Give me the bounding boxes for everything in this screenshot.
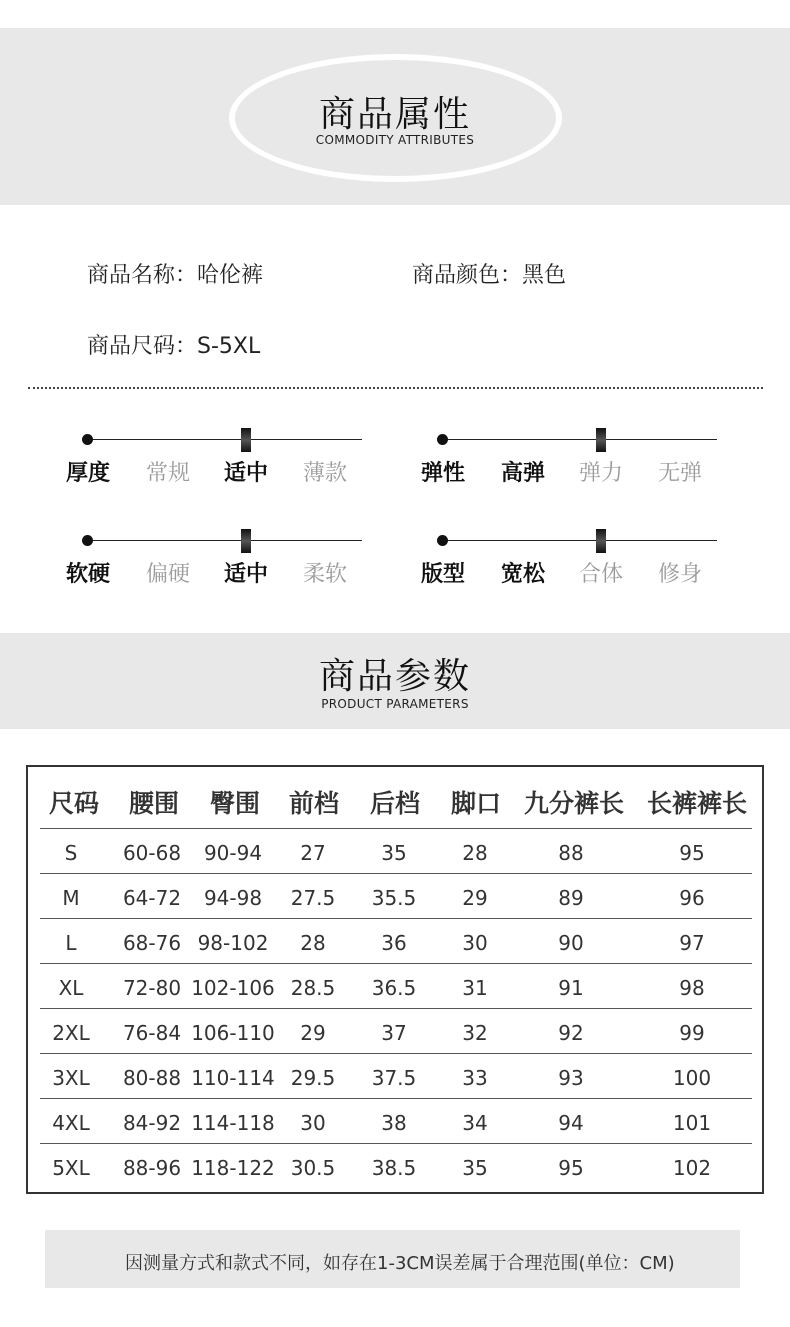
table-cell: 90-94 bbox=[203, 841, 263, 865]
table-cell: 92 bbox=[558, 1021, 584, 1045]
table-cell: 114-118 bbox=[191, 1111, 275, 1135]
attribute-scale bbox=[421, 524, 721, 587]
attribute-scale bbox=[66, 524, 366, 587]
table-cell: 84-92 bbox=[122, 1111, 182, 1135]
table-header-cell: 长裤裤长 bbox=[646, 789, 748, 818]
attribute-option: 适中 bbox=[224, 562, 269, 587]
table-cell: 94 bbox=[558, 1111, 584, 1135]
table-header-cell: 后档 bbox=[369, 789, 421, 818]
table-cell: 29 bbox=[300, 1021, 326, 1045]
attribute-name: 弹性 bbox=[421, 461, 466, 486]
attribute-option: 适中 bbox=[224, 461, 269, 486]
table-cell: 95 bbox=[558, 1156, 584, 1180]
table-cell: 88-96 bbox=[122, 1156, 182, 1180]
measurement-note-box bbox=[45, 1230, 740, 1288]
table-cell: 91 bbox=[558, 976, 584, 1000]
scale-marker bbox=[241, 529, 251, 553]
table-cell: 98-102 bbox=[197, 931, 269, 955]
table-cell: 101 bbox=[672, 1111, 712, 1135]
table-cell: 30 bbox=[462, 931, 488, 955]
scale-start-dot bbox=[82, 434, 93, 445]
scale-marker bbox=[596, 529, 606, 553]
table-cell: 88 bbox=[558, 841, 584, 865]
table-cell: 80-88 bbox=[122, 1066, 182, 1090]
table-cell: 95 bbox=[679, 841, 705, 865]
table-cell: 37 bbox=[381, 1021, 407, 1045]
attribute-name: 软硬 bbox=[66, 562, 111, 587]
table-cell: 28.5 bbox=[290, 976, 336, 1000]
table-row bbox=[40, 873, 752, 918]
table-cell: 60-68 bbox=[122, 841, 182, 865]
table-cell: 102-106 bbox=[191, 976, 275, 1000]
table-row bbox=[40, 963, 752, 1008]
table-cell: 30 bbox=[300, 1111, 326, 1135]
scale-line bbox=[443, 540, 717, 541]
table-cell: 35 bbox=[381, 841, 407, 865]
attribute-option: 偏硬 bbox=[146, 562, 191, 587]
table-cell: S bbox=[64, 841, 78, 865]
attribute-option: 宽松 bbox=[501, 562, 546, 587]
table-row bbox=[40, 1008, 752, 1053]
table-cell: 4XL bbox=[52, 1111, 90, 1135]
product-size: 商品尺码：S-5XL bbox=[87, 334, 261, 359]
table-cell: 33 bbox=[462, 1066, 488, 1090]
table-header-cell: 尺码 bbox=[48, 789, 100, 818]
table-cell: 35 bbox=[462, 1156, 488, 1180]
attribute-option: 合体 bbox=[579, 562, 624, 587]
attributes-title: 商品属性 bbox=[318, 94, 471, 135]
scale-start-dot bbox=[437, 434, 448, 445]
table-header-cell: 腰围 bbox=[128, 789, 180, 818]
table-cell: 93 bbox=[558, 1066, 584, 1090]
table-cell: 110-114 bbox=[191, 1066, 275, 1090]
table-cell: 32 bbox=[462, 1021, 488, 1045]
table-cell: 5XL bbox=[52, 1156, 90, 1180]
table-row bbox=[40, 1098, 752, 1143]
table-row bbox=[40, 918, 752, 963]
table-cell: 36 bbox=[381, 931, 407, 955]
scale-marker bbox=[596, 428, 606, 452]
table-header-cell: 臀围 bbox=[209, 789, 261, 818]
scale-start-dot bbox=[82, 535, 93, 546]
attribute-name: 版型 bbox=[421, 562, 466, 587]
table-cell: 64-72 bbox=[122, 886, 182, 910]
table-cell: 97 bbox=[679, 931, 705, 955]
table-cell: 2XL bbox=[52, 1021, 90, 1045]
table-cell: 68-76 bbox=[122, 931, 182, 955]
attribute-option: 弹力 bbox=[579, 461, 624, 486]
attribute-option: 无弹 bbox=[658, 461, 703, 486]
table-cell: 90 bbox=[558, 931, 584, 955]
table-row bbox=[40, 1143, 752, 1188]
table-cell: 34 bbox=[462, 1111, 488, 1135]
table-cell: 35.5 bbox=[371, 886, 417, 910]
scale-line bbox=[88, 439, 362, 440]
attribute-option: 常规 bbox=[146, 461, 191, 486]
attributes-subtitle: COMMODITY ATTRIBUTES bbox=[315, 133, 475, 147]
table-header-cell: 脚口 bbox=[450, 789, 502, 818]
table-cell: 94-98 bbox=[203, 886, 263, 910]
dotted-divider bbox=[28, 387, 763, 389]
table-cell: 38 bbox=[381, 1111, 407, 1135]
table-row bbox=[40, 1053, 752, 1098]
scale-marker bbox=[241, 428, 251, 452]
scale-line bbox=[443, 439, 717, 440]
table-cell: 27 bbox=[300, 841, 326, 865]
table-cell: 37.5 bbox=[371, 1066, 417, 1090]
table-row bbox=[40, 828, 752, 873]
scale-start-dot bbox=[437, 535, 448, 546]
table-cell: 102 bbox=[672, 1156, 712, 1180]
attribute-option: 修身 bbox=[658, 562, 703, 587]
table-cell: 29.5 bbox=[290, 1066, 336, 1090]
table-cell: XL bbox=[58, 976, 84, 1000]
table-header-cell: 前档 bbox=[288, 789, 340, 818]
attribute-scale bbox=[66, 423, 366, 486]
attribute-name: 厚度 bbox=[66, 461, 111, 486]
attribute-scale bbox=[421, 423, 721, 486]
table-cell: 100 bbox=[672, 1066, 712, 1090]
table-cell: L bbox=[65, 931, 77, 955]
table-cell: 106-110 bbox=[191, 1021, 275, 1045]
table-cell: 76-84 bbox=[122, 1021, 182, 1045]
scale-line bbox=[88, 540, 362, 541]
table-cell: 28 bbox=[300, 931, 326, 955]
attribute-option: 柔软 bbox=[303, 562, 348, 587]
attribute-option: 高弹 bbox=[501, 461, 546, 486]
table-cell: M bbox=[62, 886, 80, 910]
product-name: 商品名称：哈伦裤 bbox=[87, 263, 264, 288]
table-cell: 96 bbox=[679, 886, 705, 910]
table-cell: 27.5 bbox=[290, 886, 336, 910]
size-table bbox=[26, 765, 764, 1194]
table-cell: 38.5 bbox=[371, 1156, 417, 1180]
table-cell: 29 bbox=[462, 886, 488, 910]
table-header-cell: 九分裤长 bbox=[523, 789, 625, 818]
table-cell: 89 bbox=[558, 886, 584, 910]
table-cell: 36.5 bbox=[371, 976, 417, 1000]
product-color: 商品颜色：黑色 bbox=[412, 263, 567, 288]
parameters-title: 商品参数 bbox=[318, 656, 471, 697]
table-cell: 28 bbox=[462, 841, 488, 865]
measurement-note: 因测量方式和款式不同，如存在1-3CM误差属于合理范围(单位：CM) bbox=[125, 1253, 675, 1274]
table-cell: 99 bbox=[679, 1021, 705, 1045]
parameters-subtitle: PRODUCT PARAMETERS bbox=[321, 697, 469, 711]
table-cell: 3XL bbox=[52, 1066, 90, 1090]
table-cell: 72-80 bbox=[122, 976, 182, 1000]
table-cell: 30.5 bbox=[290, 1156, 336, 1180]
table-cell: 118-122 bbox=[191, 1156, 275, 1180]
table-cell: 98 bbox=[679, 976, 705, 1000]
table-cell: 31 bbox=[462, 976, 488, 1000]
attribute-option: 薄款 bbox=[303, 461, 348, 486]
